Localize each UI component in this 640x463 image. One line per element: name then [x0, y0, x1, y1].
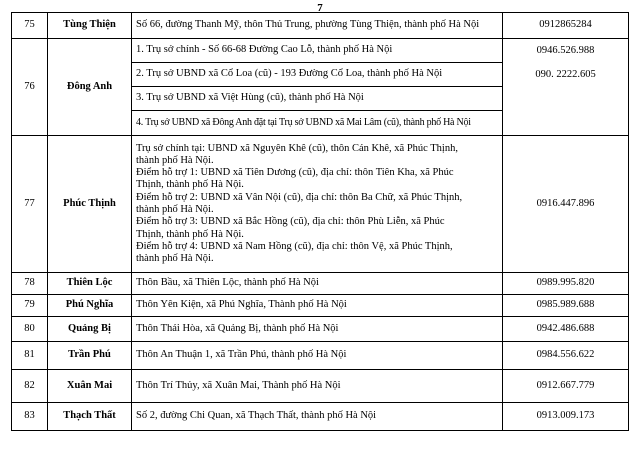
phone-cell: 0916.447.896: [503, 136, 629, 273]
table-row: [12, 295, 629, 317]
phone-cell: 0912865284: [503, 13, 629, 39]
phone-cell: 0913.009.173: [503, 403, 629, 431]
unit-name: Đông Anh: [48, 39, 132, 136]
address-line: Điểm hỗ trợ 3: UBND xã Bắc Hồng (cũ), địa chỉ: thôn Phù Liễn, xã Phúc: [136, 216, 445, 228]
address-line: thành phố Hà Nội.: [136, 204, 214, 215]
address-cell: Số 66, đường Thanh Mỹ, thôn Thủ Trung, phường Tùng Thiện, thành phố Hà Nội: [132, 13, 503, 39]
table-row: [12, 13, 629, 39]
row-number: 80: [12, 317, 48, 342]
table-row: [12, 342, 629, 370]
phone-cell: 0984.556.622: [503, 342, 629, 370]
address-line: Điểm hỗ trợ 2: UBND xã Vân Nội (cũ), địa chỉ: thôn Ba Chữ, xã Phúc Thịnh,: [136, 191, 463, 203]
unit-name: Trần Phú: [48, 342, 132, 370]
row-number: 79: [12, 295, 48, 317]
phone-cell: [503, 39, 629, 136]
row-number: 83: [12, 403, 48, 431]
row-number: 77: [12, 136, 48, 273]
address-cell: Thôn An Thuận 1, xã Trần Phú, thành phố Hà Nội: [132, 342, 503, 370]
address-cell: Thôn Trí Thủy, xã Xuân Mai, Thành phố Hà Nội: [132, 370, 503, 403]
address-line: 3. Trụ sở UBND xã Việt Hùng (cũ), thành phố Hà Nội: [132, 87, 502, 111]
address-line: 1. Trụ sở chính - Số 66-68 Đường Cao Lỗ, thành phố Hà Nội: [132, 39, 502, 63]
page-number: 7: [317, 2, 323, 14]
phone-cell: 0985.989.688: [503, 295, 629, 317]
address-line: Thịnh, thành phố Hà Nội.: [136, 228, 244, 240]
row-number: 76: [12, 39, 48, 136]
row-number: 78: [12, 273, 48, 295]
phone-cell: 0989.995.820: [503, 273, 629, 295]
address-cell: Thôn Thái Hòa, xã Quảng Bị, thành phố Hà Nội: [132, 317, 503, 342]
address-cell: [132, 39, 503, 136]
address-line: Điểm hỗ trợ 1: UBND xã Tiên Dương (cũ), địa chỉ: thôn Tiên Kha, xã Phúc: [136, 167, 454, 179]
phone-line: 090. 2222.605: [535, 68, 596, 80]
table-row: [12, 317, 629, 342]
unit-name: Phúc Thịnh: [48, 136, 132, 273]
table-row: [12, 403, 629, 431]
address-line: thành phố Hà Nội.: [136, 154, 214, 166]
unit-name: Thạch Thất: [48, 403, 132, 431]
unit-name: Thiên Lộc: [48, 273, 132, 295]
table-row: [12, 39, 629, 136]
phone-cell: 0942.486.688: [503, 317, 629, 342]
table-row: [12, 370, 629, 403]
address-cell: Thôn Bầu, xã Thiên Lộc, thành phố Hà Nội: [132, 273, 503, 295]
phone-line: 0946.526.988: [536, 44, 595, 56]
phone-cell: 0912.667.779: [503, 370, 629, 403]
unit-name: Quảng Bị: [48, 317, 132, 342]
unit-name: Xuân Mai: [48, 370, 132, 403]
row-number: 75: [12, 13, 48, 39]
row-number: 81: [12, 342, 48, 370]
unit-name: Phú Nghĩa: [48, 295, 132, 317]
unit-name: Tùng Thiện: [48, 13, 132, 39]
address-cell: [132, 136, 503, 273]
address-line: thành phố Hà Nội.: [136, 253, 214, 265]
address-line: Trụ sở chính tại: UBND xã Nguyên Khê (cũ), thôn Cán Khê, xã Phúc Thịnh,: [136, 142, 458, 154]
address-line: Thịnh, thành phố Hà Nội.: [136, 179, 244, 191]
address-cell: Số 2, đường Chi Quan, xã Thạch Thất, thành phố Hà Nội: [132, 403, 503, 431]
table-row: [12, 273, 629, 295]
office-table: [11, 12, 629, 431]
address-line: 2. Trụ sở UBND xã Cổ Loa (cũ) - 193 Đường Cổ Loa, thành phố Hà Nội: [132, 63, 502, 87]
address-line: 4. Trụ sở UBND xã Đông Anh đặt tại Trụ sở UBND xã Mai Lâm (cũ), thành phố Hà Nội: [136, 116, 471, 128]
table-row: [12, 136, 629, 273]
address-line: Điểm hỗ trợ 4: UBND xã Nam Hồng (cũ), địa chỉ: thôn Vệ, xã Phúc Thịnh,: [136, 240, 453, 252]
address-cell: Thôn Yên Kiện, xã Phú Nghĩa, Thành phố Hà Nội: [132, 295, 503, 317]
row-number: 82: [12, 370, 48, 403]
